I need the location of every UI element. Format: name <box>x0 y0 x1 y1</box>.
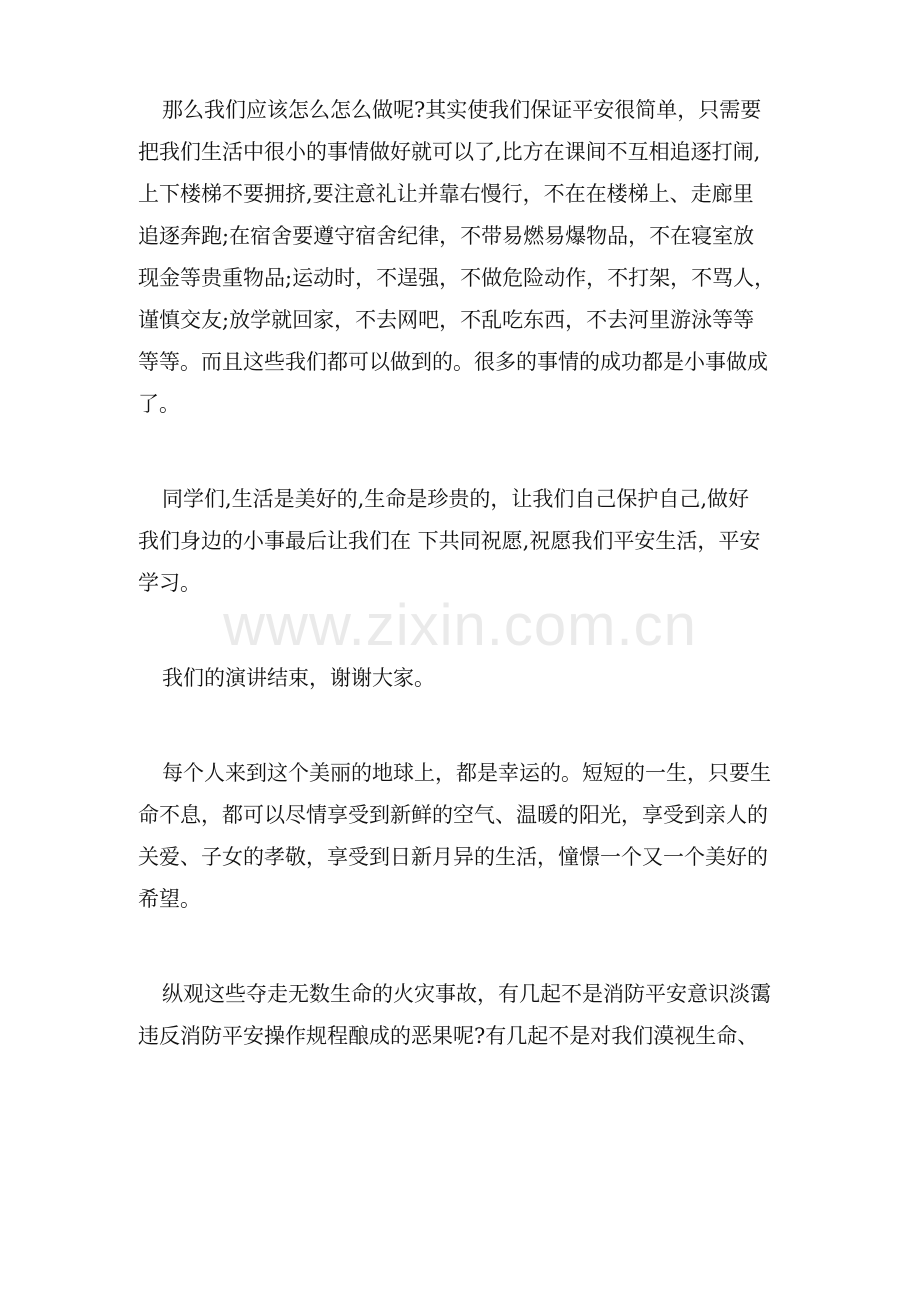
text-line: 了。 <box>138 392 180 416</box>
text-line: 我们的演讲结束，谢谢大家。 <box>162 666 435 690</box>
text-line: 把我们生活中很小的事情做好就可以了,比方在课间不互相追逐打闹, <box>138 140 761 164</box>
paragraph-3 <box>138 657 786 699</box>
text-line: 纵观这些夺走无数生命的火灾事故，有几起不是消防平安意识淡霭 <box>162 982 771 1006</box>
paragraph-2 <box>138 478 786 604</box>
text-line: 追逐奔跑;在宿舍要遵守宿舍纪律，不带易燃易爆物品，不在寝室放 <box>138 224 755 248</box>
paragraph-4 <box>138 752 786 920</box>
text-line: 关爱、子女的孝敬，享受到日新月异的生活，憧憬一个又一个美好的 <box>138 845 768 869</box>
text-line: 学习。 <box>138 571 201 595</box>
text-line: 违反消防平安操作规程酿成的恶果呢?有几起不是对我们漠视生命、 <box>138 1024 759 1048</box>
document-body <box>138 89 786 1057</box>
paragraph-gap <box>138 699 786 752</box>
text-line: 命不息，都可以尽情享受到新鲜的空气、温暖的阳光，享受到亲人的 <box>138 803 768 827</box>
paragraph-gap <box>138 425 786 478</box>
text-line: 谨慎交友;放学就回家，不去网吧，不乱吃东西，不去河里游泳等等 <box>138 308 755 332</box>
text-line: 希望。 <box>138 887 201 911</box>
paragraph-gap <box>138 920 786 973</box>
text-line: 等等。而且这些我们都可以做到的。很多的事情的成功都是小事做成 <box>138 350 768 374</box>
text-line: 上下楼梯不要拥挤,要注意礼让并靠右慢行，不在在楼梯上、走廊里 <box>138 182 754 206</box>
watermark: www.zixin.com.cn <box>223 593 697 658</box>
text-line: 我们身边的小事最后让我们在 下共同祝愿,祝愿我们平安生活，平安 <box>138 529 761 553</box>
text-line: 那么我们应该怎么怎么做呢?其实使我们保证平安很简单，只需要 <box>162 98 762 122</box>
text-line: 现金等贵重物品;运动时，不逞强，不做危险动作，不打架，不骂人， <box>138 266 776 290</box>
text-line: 同学们,生活是美好的,生命是珍贵的，让我们自己保护自己,做好 <box>162 487 750 511</box>
paragraph-1 <box>138 89 786 425</box>
text-line: 每个人来到这个美丽的地球上，都是幸运的。短短的一生，只要生 <box>162 761 771 785</box>
paragraph-gap <box>138 604 786 657</box>
paragraph-5 <box>138 973 786 1057</box>
